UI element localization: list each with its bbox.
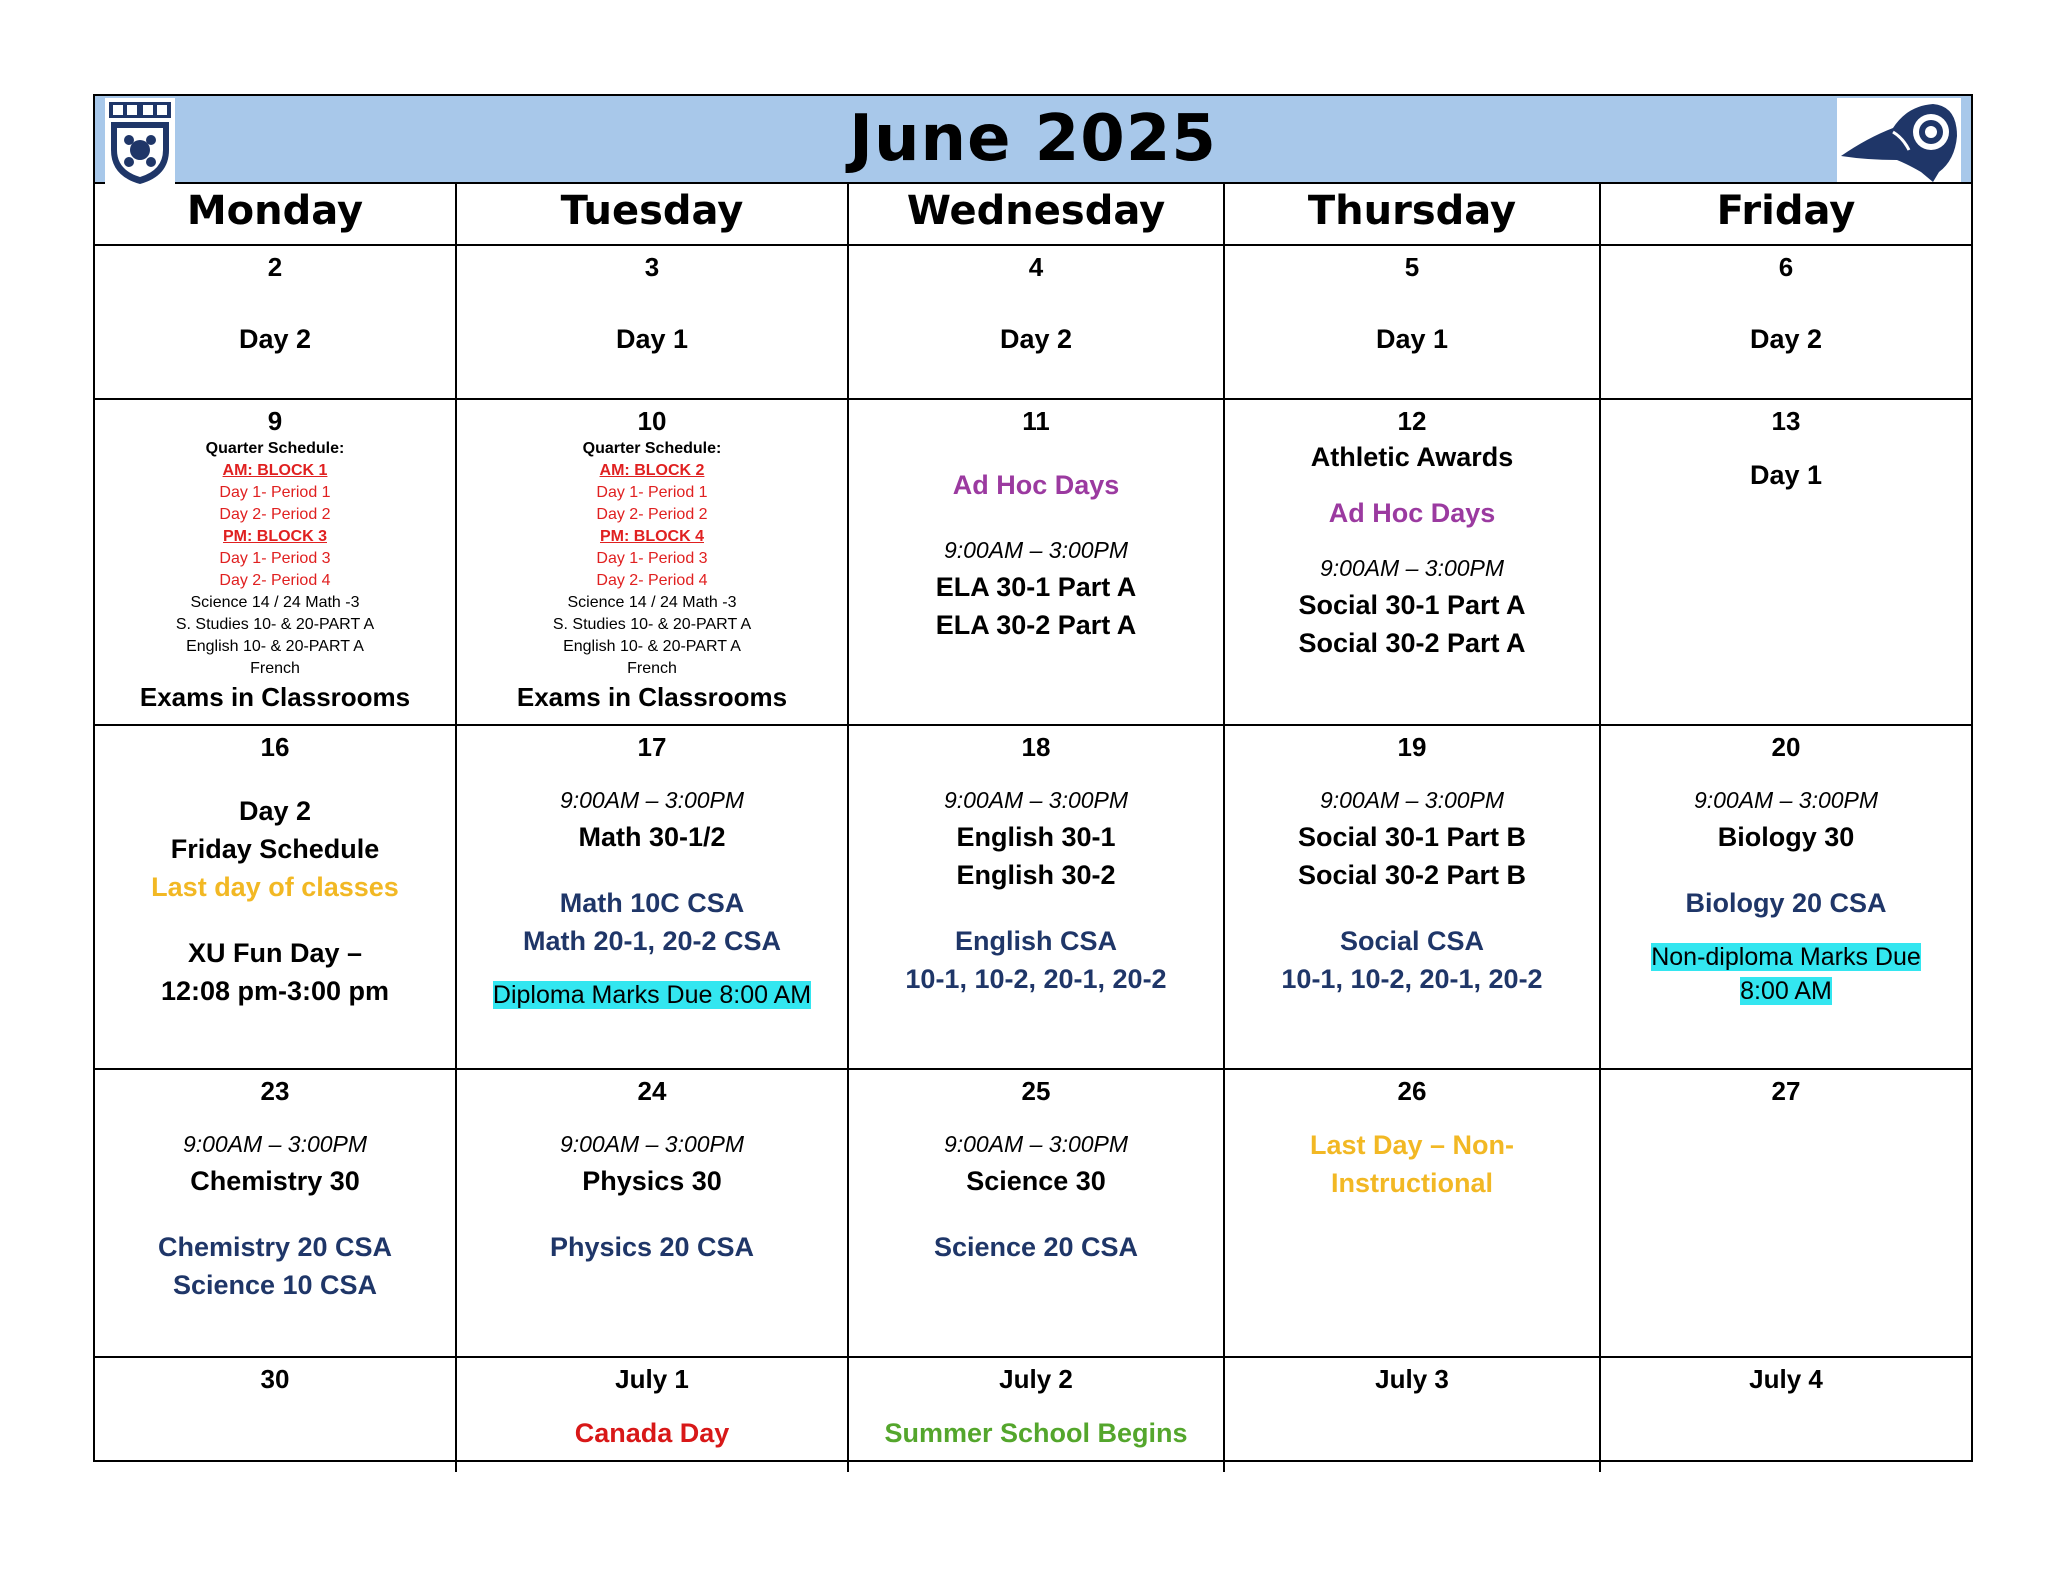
csa-exam: Science 20 CSA <box>933 1232 1139 1262</box>
exam-name: Science 30 <box>966 1166 1106 1196</box>
exam-name: English 30-2 <box>956 860 1116 890</box>
marks-due-time: 8:00 AM <box>1740 977 1832 1005</box>
csa-exam: Math 20-1, 20-2 CSA <box>522 926 782 956</box>
exam-time: 9:00AM – 3:00PM <box>1319 787 1505 813</box>
day-cell <box>457 726 849 1068</box>
exam-line: Science 14 / 24 Math -3 <box>567 594 737 611</box>
csa-exam: English CSA <box>954 926 1117 956</box>
exams-footer: Exams in Classrooms <box>516 682 788 712</box>
schedule-heading: Quarter Schedule: <box>205 440 345 457</box>
day-number: 25 <box>1021 1076 1051 1106</box>
weekday-friday: Friday <box>1716 188 1856 234</box>
week-row-4 <box>95 1070 1971 1358</box>
csa-exam: 10-1, 10-2, 20-1, 20-2 <box>905 964 1167 994</box>
day-number: 30 <box>260 1364 290 1394</box>
exam-line: S. Studies 10- & 20-PART A <box>175 616 375 633</box>
day-cell <box>849 726 1225 1068</box>
exam-line: English 10- & 20-PART A <box>186 638 364 655</box>
last-day-note: Last Day – Non- <box>1309 1130 1515 1160</box>
day-number: 6 <box>1778 252 1794 282</box>
day-number: 26 <box>1397 1076 1427 1106</box>
last-day-note: Instructional <box>1330 1168 1493 1198</box>
day-cell <box>1601 400 1971 724</box>
csa-exam: Social CSA <box>1339 926 1485 956</box>
exam-name: Social 30-1 Part B <box>1297 822 1527 852</box>
day-cell <box>1225 1358 1601 1472</box>
csa-exam: Science 10 CSA <box>172 1270 378 1300</box>
day-cell <box>1225 1070 1601 1356</box>
day-cell <box>1225 400 1601 724</box>
csa-exam: Physics 20 CSA <box>549 1232 755 1262</box>
day-cell <box>1225 726 1601 1068</box>
day-rotation: Day 1 <box>615 324 689 354</box>
day-number: 10 <box>637 406 667 436</box>
exam-name: ELA 30-2 Part A <box>935 610 1137 640</box>
day-rotation: Day 1 <box>1375 324 1449 354</box>
day-number: July 2 <box>999 1364 1073 1394</box>
day-number: 17 <box>637 732 667 762</box>
day-number: 4 <box>1028 252 1044 282</box>
period-line: Day 2- Period 4 <box>596 572 708 589</box>
weekday-header-row <box>95 184 1971 246</box>
exam-name: Social 30-2 Part B <box>1297 860 1527 890</box>
day-number: 3 <box>644 252 660 282</box>
day-number: 13 <box>1771 406 1801 436</box>
exam-line: French <box>627 660 677 677</box>
event-label: XU Fun Day – <box>187 938 363 968</box>
weekday-thursday: Thursday <box>1225 184 1601 244</box>
period-line: Day 1- Period 1 <box>596 484 708 501</box>
csa-exam: Chemistry 20 CSA <box>157 1232 393 1262</box>
event-time: 12:08 pm-3:00 pm <box>160 976 390 1006</box>
day-cell <box>95 400 457 724</box>
day-cell <box>1225 246 1601 398</box>
marks-due-note: Diploma Marks Due 8:00 AM <box>492 981 812 1009</box>
day-cell <box>849 400 1225 724</box>
calendar-grid <box>95 184 1971 1472</box>
exam-line: English 10- & 20-PART A <box>563 638 741 655</box>
marks-due-note: Non-diploma Marks Due <box>1651 943 1921 971</box>
week-row-3 <box>95 726 1971 1070</box>
exam-time: 9:00AM – 3:00PM <box>1319 555 1505 581</box>
day-cell <box>849 1358 1225 1472</box>
day-cell <box>95 1070 457 1356</box>
exam-time: 9:00AM – 3:00PM <box>943 537 1129 563</box>
day-cell <box>849 1070 1225 1356</box>
day-rotation: Day 1 <box>1749 460 1823 490</box>
exam-name: English 30-1 <box>956 822 1116 852</box>
page-title: June 2025 <box>849 102 1217 176</box>
exam-time: 9:00AM – 3:00PM <box>1693 787 1879 813</box>
day-number: July 3 <box>1375 1364 1449 1394</box>
ad-hoc-label: Ad Hoc Days <box>952 470 1120 500</box>
day-cell <box>1601 1070 1971 1356</box>
period-line: Day 1- Period 1 <box>219 484 331 501</box>
calendar <box>93 94 1973 1462</box>
day-cell <box>457 246 849 398</box>
week-row-2 <box>95 400 1971 726</box>
exam-name: Chemistry 30 <box>190 1166 360 1196</box>
day-number: 2 <box>267 252 283 282</box>
day-number: 20 <box>1771 732 1801 762</box>
exam-line: Science 14 / 24 Math -3 <box>190 594 360 611</box>
period-line: Day 2- Period 4 <box>219 572 331 589</box>
day-rotation: Day 2 <box>238 324 312 354</box>
day-cell <box>457 400 849 724</box>
schedule-heading: Quarter Schedule: <box>582 440 722 457</box>
ram-mascot-icon <box>1837 98 1961 182</box>
day-cell <box>457 1070 849 1356</box>
pm-block: PM: BLOCK 3 <box>223 528 327 545</box>
pm-block: PM: BLOCK 4 <box>600 528 704 545</box>
week-row-5 <box>95 1358 1971 1472</box>
day-number: July 1 <box>615 1364 689 1394</box>
day-number: 16 <box>260 732 290 762</box>
day-number: 23 <box>260 1076 290 1106</box>
exam-name: Social 30-1 Part A <box>1298 590 1526 620</box>
exam-time: 9:00AM – 3:00PM <box>182 1131 368 1157</box>
schedule-note: Friday Schedule <box>170 834 380 864</box>
day-number: 19 <box>1397 732 1427 762</box>
period-line: Day 2- Period 2 <box>219 506 331 523</box>
day-cell <box>849 246 1225 398</box>
csa-exam: 10-1, 10-2, 20-1, 20-2 <box>1281 964 1543 994</box>
exam-time: 9:00AM – 3:00PM <box>559 787 745 813</box>
day-number: 5 <box>1404 252 1420 282</box>
day-cell <box>95 1358 457 1472</box>
exam-name: Biology 30 <box>1717 822 1855 852</box>
csa-exam: Math 10C CSA <box>559 888 745 918</box>
day-cell <box>1601 1358 1971 1472</box>
exam-time: 9:00AM – 3:00PM <box>943 787 1129 813</box>
am-block: AM: BLOCK 2 <box>599 462 705 479</box>
summer-school-label: Summer School Begins <box>884 1418 1188 1448</box>
exams-footer: Exams in Classrooms <box>139 682 411 712</box>
day-cell <box>1601 726 1971 1068</box>
day-cell <box>95 726 457 1068</box>
day-cell <box>95 246 457 398</box>
csa-exam: Biology 20 CSA <box>1685 888 1887 918</box>
weekday-wednesday: Wednesday <box>849 184 1225 244</box>
day-cell <box>457 1358 849 1472</box>
day-number: 27 <box>1771 1076 1801 1106</box>
week-row-1 <box>95 246 1971 400</box>
period-line: Day 1- Period 3 <box>219 550 331 567</box>
exam-time: 9:00AM – 3:00PM <box>559 1131 745 1157</box>
exam-line: S. Studies 10- & 20-PART A <box>552 616 752 633</box>
exam-time: 9:00AM – 3:00PM <box>943 1131 1129 1157</box>
event-label: Athletic Awards <box>1310 442 1514 472</box>
day-number: 12 <box>1397 406 1427 436</box>
day-rotation: Day 2 <box>238 796 312 826</box>
exam-name: Physics 30 <box>582 1166 722 1196</box>
day-cell <box>1601 246 1971 398</box>
day-number: 9 <box>267 406 283 436</box>
exam-name: Social 30-2 Part A <box>1298 628 1526 658</box>
holiday-label: Canada Day <box>574 1418 730 1448</box>
weekday-tuesday: Tuesday <box>457 184 849 244</box>
last-day-note: Last day of classes <box>151 872 399 902</box>
period-line: Day 2- Period 2 <box>596 506 708 523</box>
day-rotation: Day 2 <box>1749 324 1823 354</box>
day-number: 24 <box>637 1076 667 1106</box>
exam-name: Math 30-1/2 <box>578 822 726 852</box>
exam-line: French <box>250 660 300 677</box>
am-block: AM: BLOCK 1 <box>222 462 328 479</box>
day-number: 11 <box>1022 406 1050 436</box>
ad-hoc-label: Ad Hoc Days <box>1328 498 1496 528</box>
weekday-monday: Monday <box>95 184 457 244</box>
exam-name: ELA 30-1 Part A <box>935 572 1137 602</box>
day-number: July 4 <box>1749 1364 1823 1394</box>
title-bar <box>95 96 1971 184</box>
day-rotation: Day 2 <box>999 324 1073 354</box>
day-number: 18 <box>1021 732 1051 762</box>
period-line: Day 1- Period 3 <box>596 550 708 567</box>
